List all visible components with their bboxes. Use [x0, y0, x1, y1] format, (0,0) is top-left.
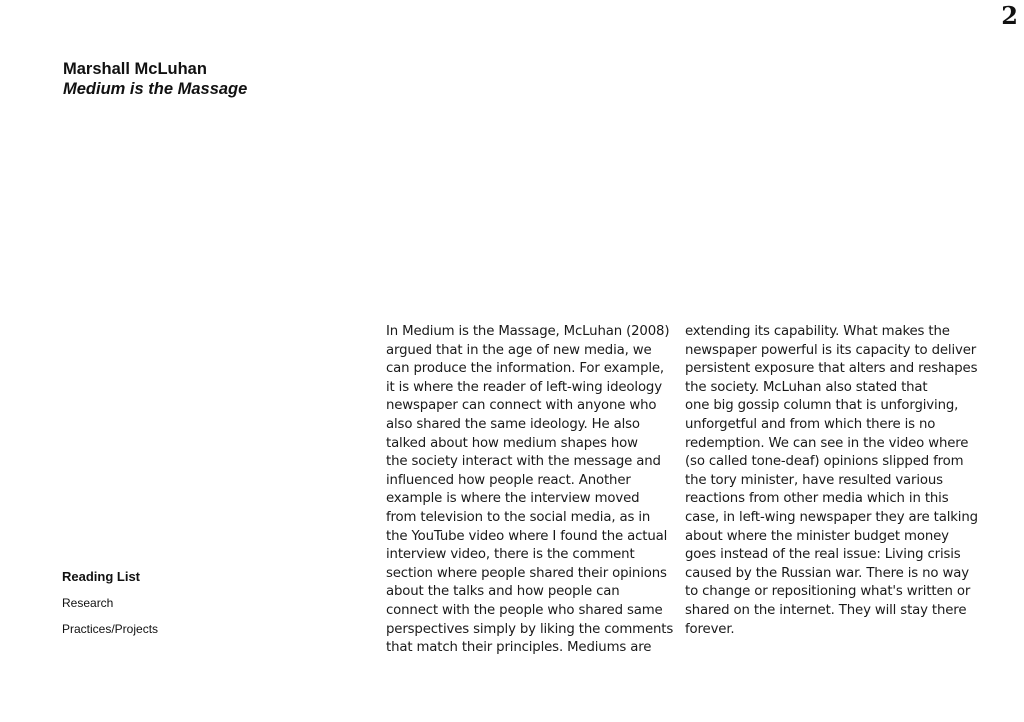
reading-list-heading: Reading List [62, 569, 141, 584]
body-text-line: newspaper powerful is its capacity to deliver [685, 342, 977, 358]
body-text-line: can produce the information. For example, [386, 361, 665, 377]
nav-link-practices-projects[interactable]: Practices/Projects [62, 622, 159, 636]
body-text-line: about the talks and how people can [386, 584, 620, 600]
body-text-line: shared on the internet. They will stay there [685, 602, 967, 618]
body-text-line: argued that in the age of new media, we [386, 342, 652, 358]
body-text-line: the society interact with the message and [386, 454, 661, 470]
body-text-line: the society. McLuhan also stated that [685, 379, 928, 395]
body-text-line: unforgetful and from which there is no [685, 416, 936, 432]
body-column-2 [685, 323, 978, 639]
body-text-line: perspectives simply by liking the comments [386, 621, 674, 637]
nav-link-research[interactable]: Research [62, 596, 114, 610]
body-text-line: talked about how medium shapes how [386, 435, 638, 451]
body-text-line: forever. [685, 621, 735, 637]
body-column-1 [386, 323, 676, 658]
page-number: 2 [1001, 1, 1018, 30]
body-text-line: section where people shared their opinions [386, 565, 667, 581]
reading-list-nav [62, 569, 158, 647]
page-title: Marshall McLuhan [63, 60, 207, 78]
body-text-line: interview video, there is the comment [386, 547, 635, 563]
body-text-line: also shared the same ideology. He also [386, 416, 640, 432]
body-text-line: that match their principles. Mediums are [386, 640, 652, 656]
body-text-line: to change or repositioning what's written or [685, 584, 971, 600]
page-header [63, 59, 247, 99]
body-text-line: connect with the people who shared same [386, 602, 663, 618]
body-text-line: the tory minister, have resulted various [685, 472, 943, 488]
body-text-line: In Medium is the Massage, McLuhan (2008) [386, 324, 670, 339]
body-text-line: reactions from other media which in this [685, 491, 949, 507]
body-text-line: newspaper can connect with anyone who [386, 398, 657, 414]
body-text-line: from television to the social media, as in [386, 509, 651, 525]
body-text-line: the YouTube video where I found the actual [386, 528, 668, 544]
page-subtitle: Medium is the Massage [63, 80, 248, 98]
body-text-line: goes instead of the real issue: Living crisis [685, 547, 961, 563]
body-text-line: (so called tone-deaf) opinions slipped from [685, 454, 964, 470]
body-text-line: redemption. We can see in the video where [685, 435, 969, 451]
body-text-line: caused by the Russian war. There is no way [685, 565, 969, 581]
body-text-line: example is where the interview moved [386, 491, 640, 507]
body-text-line: about where the minister budget money [685, 528, 949, 544]
body-text-line: persistent exposure that alters and reshapes [685, 361, 978, 377]
body-text-line: influenced how people react. Another [386, 472, 631, 488]
body-text-line: case, in left-wing newspaper they are talking [685, 509, 978, 525]
body-text-line: it is where the reader of left-wing ideology [386, 379, 662, 395]
body-text-line: extending its capability. What makes the [685, 324, 950, 339]
body-text-line: one big gossip column that is unforgiving, [685, 398, 959, 414]
